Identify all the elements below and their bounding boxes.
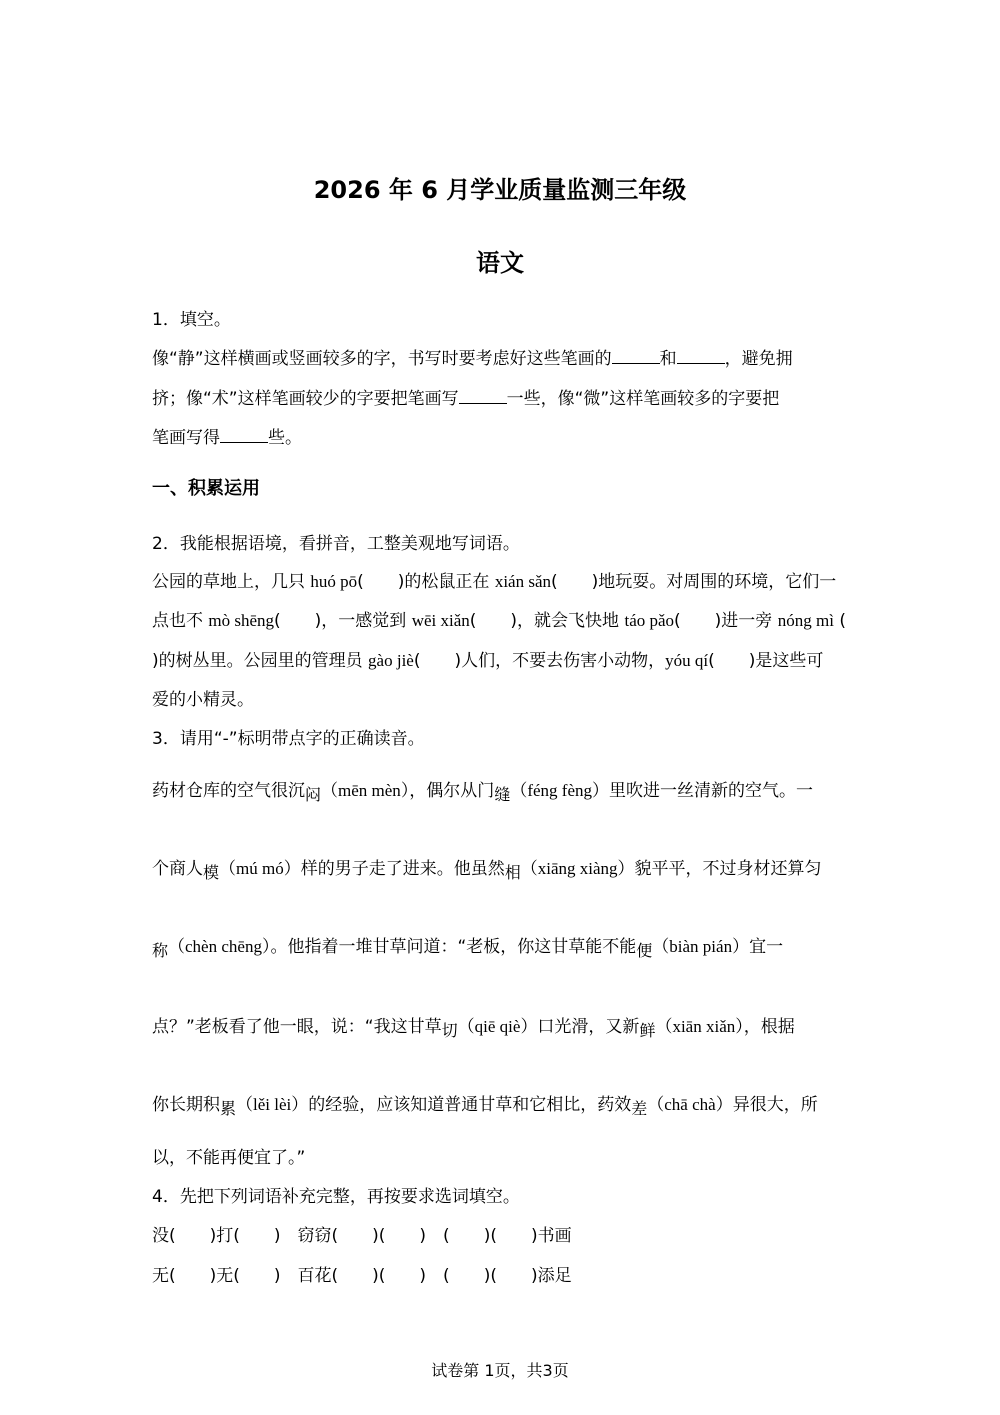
text: 笔画写得 — [152, 428, 220, 448]
text: 一些，像“微”这样笔画较多的字要把 — [506, 389, 780, 409]
text: （ — [655, 1017, 673, 1037]
text: 个商人 — [152, 859, 203, 879]
dotted-char: 称 — [152, 941, 169, 960]
text: 些。 — [268, 428, 302, 448]
dotted-char: 鲜 — [639, 1021, 656, 1040]
pinyin: gào jiè — [368, 651, 414, 670]
text: 公园的草地上，几只 — [152, 572, 311, 592]
pinyin-options[interactable]: biàn pián — [669, 937, 733, 956]
q3-line-2 — [152, 854, 852, 882]
q4-heading: 4．先把下列词语补充完整，再按要求选词填空。 — [152, 1187, 520, 1207]
page-footer: 试卷第 1页，共3页 — [431, 1361, 569, 1380]
text: （ — [168, 937, 186, 957]
text: 点也不 — [152, 611, 209, 631]
text: （ — [457, 1017, 475, 1037]
blank[interactable] — [677, 349, 725, 364]
text: 挤；像“术”这样笔画较少的字要把笔画写 — [152, 389, 459, 409]
text: ），偶尔从门 — [400, 781, 495, 801]
text[interactable]: ( )地玩耍。对周围的环境，它们一 — [551, 572, 837, 592]
q4-row-1[interactable]: 没( )打( ) 窃窃( )( ) ( )( )书画 — [152, 1226, 572, 1246]
text: （ — [520, 859, 538, 879]
text: （ — [647, 1095, 665, 1115]
text: ）貌平平，不过身材还算匀 — [617, 859, 822, 879]
pinyin-options[interactable]: qiē qiè — [474, 1017, 521, 1036]
pinyin: nóng mì — [777, 611, 834, 630]
text: 你长期积 — [152, 1095, 220, 1115]
q2-line-3 — [152, 646, 852, 671]
q2-line-1 — [152, 567, 852, 592]
text[interactable]: ( )的松鼠正在 — [357, 572, 495, 592]
pinyin-options[interactable]: mú mó — [236, 859, 284, 878]
dotted-char: 相 — [504, 863, 521, 882]
text: 和 — [659, 349, 677, 369]
pinyin-options[interactable]: chèn chēng — [185, 937, 262, 956]
pinyin: xián sǎn — [494, 572, 552, 591]
q2-line-4: 爱的小精灵。 — [152, 690, 254, 710]
mark-symbol: - — [222, 729, 229, 749]
text: ）异很大，所 — [715, 1095, 818, 1115]
pinyin: táo pǎo — [624, 611, 675, 630]
text[interactable]: ( )，就会飞快地 — [469, 611, 625, 631]
q2-line-2 — [152, 606, 852, 631]
q1-line-1 — [152, 344, 852, 369]
q1-line-3 — [152, 423, 852, 448]
q2-heading: 2．我能根据语境，看拼音，工整美观地写词语。 — [152, 534, 520, 554]
text: 药材仓库的空气很沉 — [152, 781, 305, 801]
text: ）里吹进一丝清新的空气。一 — [592, 781, 813, 801]
text[interactable]: ( )人们，不要去伤害小动物， — [413, 651, 666, 671]
dotted-char: 差 — [631, 1099, 648, 1118]
text[interactable]: ( )进一旁 — [674, 611, 778, 631]
q3-line-4 — [152, 1012, 852, 1040]
text: （ — [652, 937, 670, 957]
pinyin: yóu qí — [665, 651, 709, 670]
text: 点？”老板看了他一眼，说：“我这甘草 — [152, 1017, 442, 1037]
blank[interactable] — [459, 389, 507, 404]
dotted-char: 切 — [441, 1021, 458, 1040]
text: ”标明带点字的正确读音。 — [228, 729, 425, 749]
text: 像“静”这样横画或竖画较多的字，书写时要考虑好这些笔画的 — [152, 349, 612, 369]
text[interactable]: ( )是这些可 — [708, 651, 824, 671]
pinyin-options[interactable]: mēn mèn — [338, 781, 401, 800]
dotted-char: 模 — [203, 863, 220, 882]
text: ）样的男子走了进来。他虽然 — [283, 859, 505, 879]
dotted-char: 便 — [636, 941, 653, 960]
text: 3．请用“ — [152, 729, 223, 749]
pinyin: wēi xiǎn — [411, 611, 470, 630]
section-heading: 一、积累运用 — [152, 478, 260, 499]
q3-line-3 — [152, 932, 852, 960]
text[interactable]: )的树丛里。公园里的管理员 — [152, 651, 369, 671]
text: ）口光滑，又新 — [520, 1017, 640, 1037]
dotted-char: 闷 — [305, 785, 322, 804]
dotted-char: 缝 — [494, 785, 511, 804]
pinyin-options[interactable]: lěi lèi — [253, 1095, 292, 1114]
blank[interactable] — [220, 428, 268, 443]
blank[interactable] — [612, 349, 660, 364]
text: ），根据 — [735, 1017, 795, 1037]
q3-line-5 — [152, 1090, 852, 1118]
pinyin-options[interactable]: féng fèng — [527, 781, 592, 800]
text: （ — [219, 859, 237, 879]
text: ）的经验，应该知道普通甘草和它相比，药效 — [291, 1095, 632, 1115]
q3-heading — [152, 724, 852, 749]
pinyin-options[interactable]: xiāng xiàng — [537, 859, 618, 878]
exam-title: 2026 年 6 月学业质量监测三年级 — [313, 176, 687, 204]
text[interactable]: ( — [833, 611, 846, 631]
q3-line-6: 以，不能再便宜了。” — [152, 1148, 306, 1168]
subject-title: 语文 — [476, 249, 524, 277]
text: （ — [510, 781, 528, 801]
q1-heading: 1．填空。 — [152, 310, 231, 330]
text: （ — [236, 1095, 254, 1115]
pinyin: mò shēng — [208, 611, 275, 630]
text: （ — [321, 781, 339, 801]
q4-row-2[interactable]: 无( )无( ) 百花( )( ) ( )( )添足 — [152, 1266, 572, 1286]
q1-line-2 — [152, 384, 852, 409]
pinyin-options[interactable]: xiān xiǎn — [672, 1017, 736, 1036]
text[interactable]: ( )，一感觉到 — [274, 611, 412, 631]
text: ，避免拥 — [724, 349, 793, 369]
pinyin: huó pō — [310, 572, 358, 591]
pinyin-options[interactable]: chā chà — [664, 1095, 716, 1114]
q3-line-1 — [152, 776, 852, 804]
dotted-char: 累 — [220, 1099, 237, 1118]
text: ）宜一 — [732, 937, 784, 957]
text: ）。他指着一堆甘草问道：“老板，你这甘草能不能 — [261, 937, 637, 957]
